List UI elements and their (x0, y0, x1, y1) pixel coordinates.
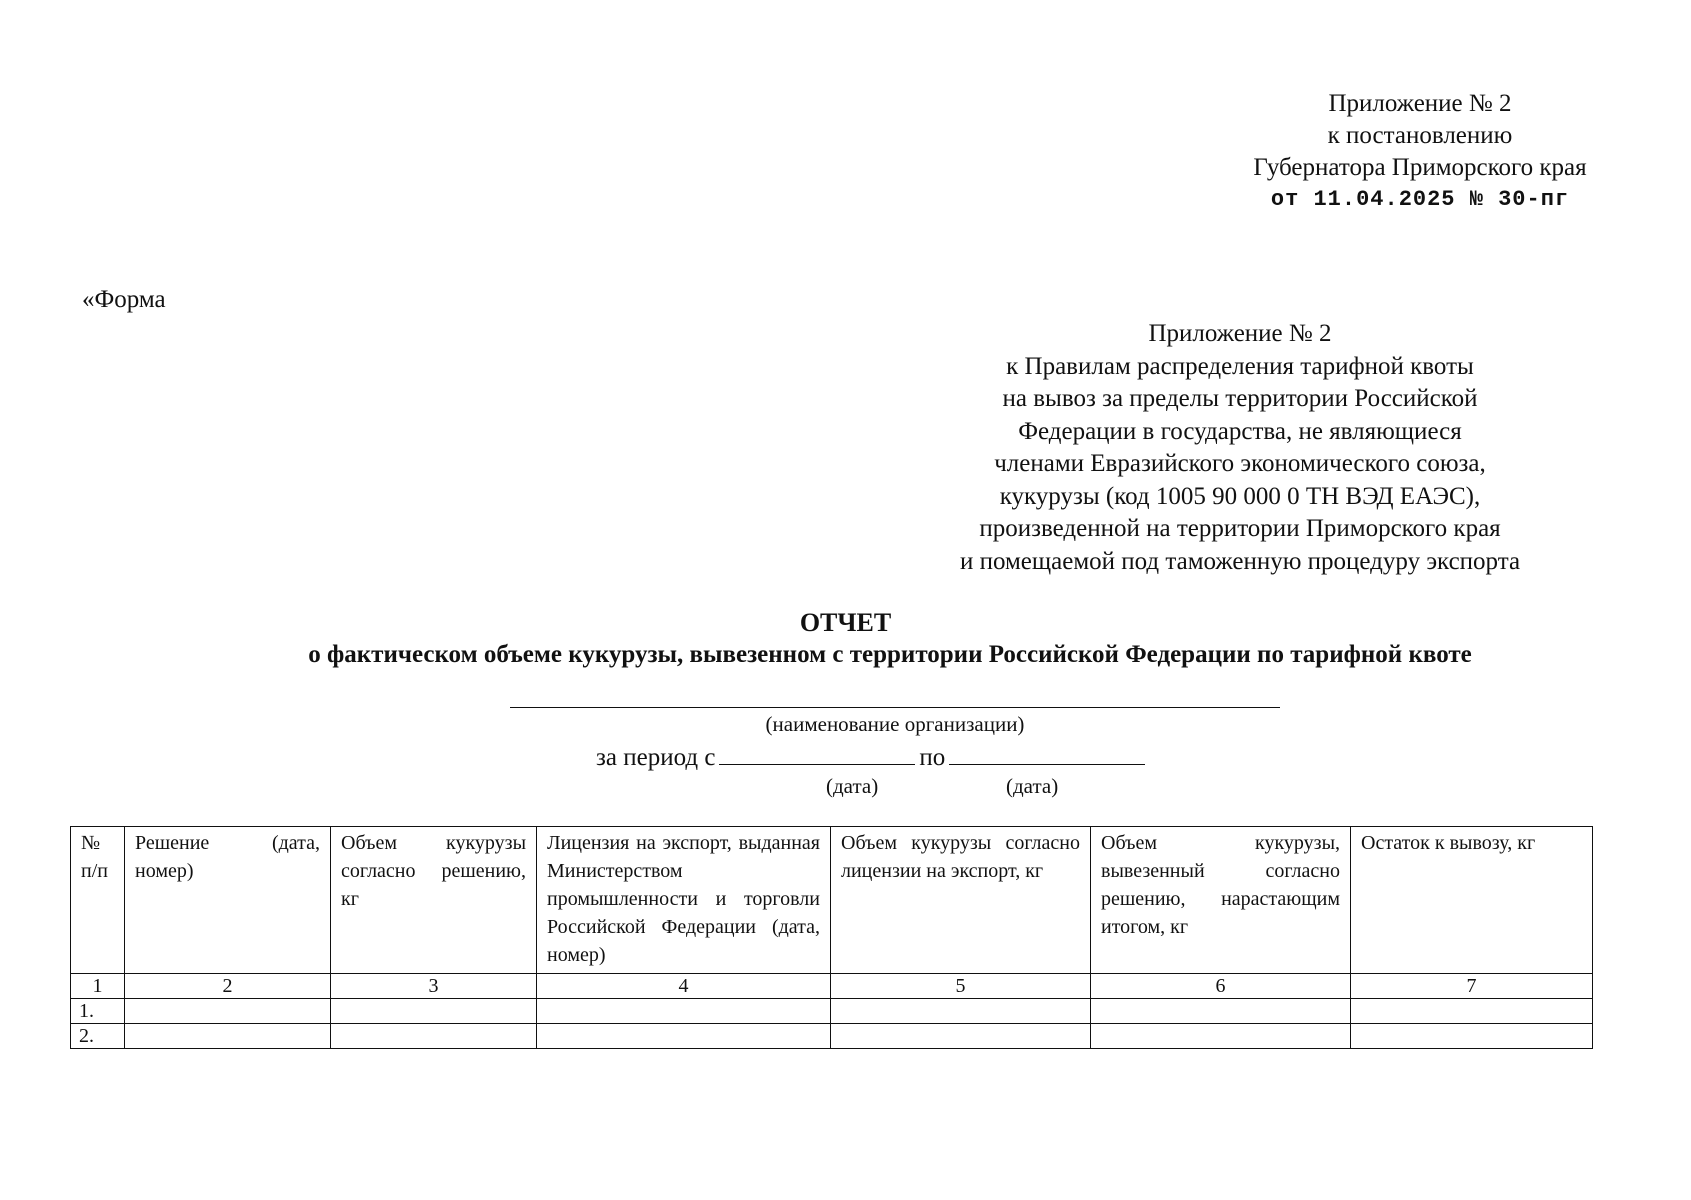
table-cell[interactable] (1091, 999, 1351, 1024)
report-subtitle: о фактическом объеме кукурузы, вывезенном с территории Российской Федерации по тарифной квоте (308, 641, 1472, 668)
header-remaining: Остаток к вывозу, кг (1351, 827, 1593, 974)
rules-header-line: членами Евразийского экономического союза, (994, 450, 1486, 477)
start-date-caption: (дата) (826, 774, 879, 798)
period-row (596, 740, 1149, 772)
rules-header-line: к Правилам распределения тарифной квоты (1006, 352, 1474, 380)
table-cell[interactable] (1091, 1024, 1351, 1049)
rules-header-line: на вывоз за пределы территории Российской (1002, 385, 1478, 412)
column-number: 5 (831, 974, 1091, 999)
decree-reference: от 11.04.2025 № 30-пг (1270, 187, 1570, 212)
header-volume-per-license: Объем кукурузы согласно лицензии на экспорт, кг (831, 827, 1091, 974)
table-cell[interactable] (331, 1024, 537, 1049)
table-row (71, 1024, 1593, 1049)
table-cell[interactable] (831, 1024, 1091, 1049)
report-table (70, 826, 1593, 1049)
column-number: 2 (125, 974, 331, 999)
table-cell[interactable] (537, 1024, 831, 1049)
header-decision: Решение (дата, номер) (125, 827, 331, 974)
form-label: «Форма (82, 286, 166, 313)
organization-name-line[interactable] (510, 707, 1280, 708)
row-number-cell: 1. (71, 999, 125, 1024)
table-cell[interactable] (125, 999, 331, 1024)
table-row (71, 999, 1593, 1024)
header-exported-cumulative: Объем кукурузы, вывезенный согласно решению, нарастающим итогом, кг (1091, 827, 1351, 974)
header-export-license: Лицензия на экспорт, выданная Министерством промышленности и торговли Российской Федерации (дата, номер) (537, 827, 831, 974)
table-cell[interactable] (331, 999, 537, 1024)
header-row-number: № п/п (71, 827, 125, 974)
decree-appendix-header (1180, 88, 1660, 216)
column-number: 3 (331, 974, 537, 999)
table-cell[interactable] (1351, 1024, 1593, 1049)
rules-header-line: произведенной на территории Приморского края (979, 515, 1501, 542)
header-volume-per-decision: Объем кукурузы согласно решению, кг (331, 827, 537, 974)
rules-header-line: Приложение № 2 (1148, 320, 1332, 347)
period-to-label: по (919, 744, 946, 771)
table-cell[interactable] (125, 1024, 331, 1049)
end-date-caption: (дата) (1006, 774, 1059, 798)
rules-header-line: и помещаемой под таможенную процедуру экспорта (959, 547, 1521, 575)
table-cell[interactable] (1351, 999, 1593, 1024)
column-number: 1 (71, 974, 125, 999)
row-number-cell: 2. (71, 1024, 125, 1049)
column-number: 4 (537, 974, 831, 999)
period-from-label: за период с (596, 744, 716, 771)
period-start-date-field[interactable] (719, 740, 915, 765)
rules-appendix-header (900, 318, 1580, 578)
table-cell[interactable] (831, 999, 1091, 1024)
column-number-row (71, 974, 1593, 999)
rules-header-line: Федерации в государства, не являющиеся (1018, 417, 1462, 445)
column-number: 7 (1351, 974, 1593, 999)
appendix-governor: Губернатора Приморского края (1253, 154, 1587, 181)
table-cell[interactable] (537, 999, 831, 1024)
rules-header-line: кукурузы (код 1005 90 000 0 ТН ВЭД ЕАЭС), (999, 482, 1481, 510)
period-end-date-field[interactable] (949, 740, 1145, 765)
appendix-to-decree: к постановлению (1327, 122, 1513, 149)
organization-name-caption: (наименование организации) (765, 712, 1025, 736)
table-header-row (71, 827, 1593, 974)
column-number: 6 (1091, 974, 1351, 999)
appendix-title: Приложение № 2 (1328, 90, 1512, 117)
report-title: ОТЧЕТ (799, 608, 892, 637)
